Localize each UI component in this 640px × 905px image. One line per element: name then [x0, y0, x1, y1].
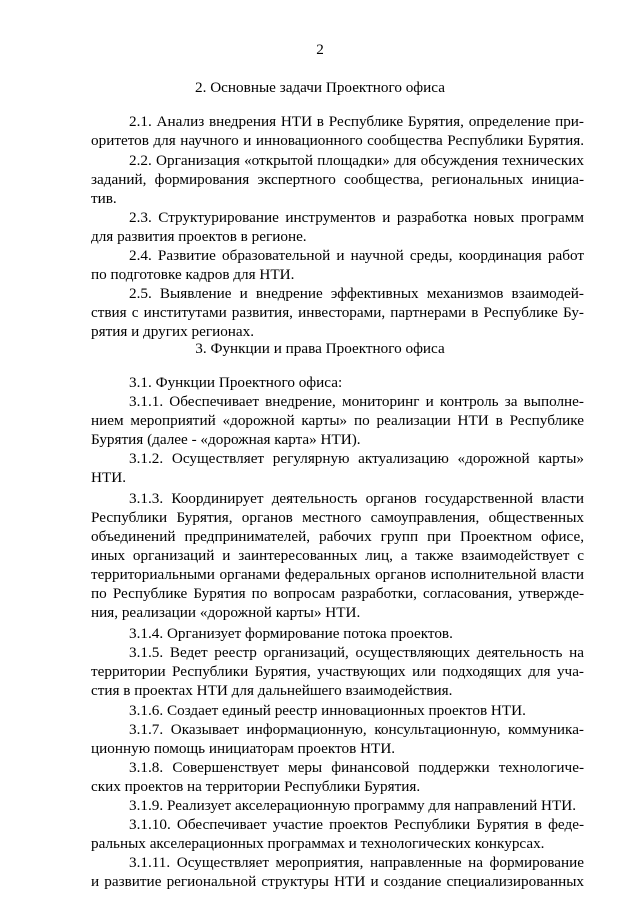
section-2-heading: 2. Основные задачи Проектного офиса [195, 79, 445, 96]
paragraph-line: 2.1. Анализ внедрения НТИ в Республике Бурятия, определение при- [129, 113, 584, 130]
paragraph-line: НТИ. [91, 469, 127, 486]
subsection-heading: 3.1. Функции Проектного офиса: [129, 374, 343, 391]
paragraph-line: 3.1.11. Осуществляет мероприятия, направленные на формирование [129, 854, 584, 871]
paragraph-line: заданий, формирования экспертного сообщества, региональных инициа- [91, 171, 584, 188]
paragraph-line: 2.2. Организация «открытой площадки» для обсуждения технических [129, 152, 584, 169]
paragraph-line: 3.1.10. Обеспечивает участие проектов Республики Бурятия в феде- [129, 816, 584, 833]
paragraph-line: 3.1.9. Реализует акселерационную программу для направлений НТИ. [129, 797, 577, 814]
paragraph-line: для развития проектов в регионе. [91, 228, 307, 245]
paragraph-line: ральных акселерационных программах и технологических конкурсах. [91, 835, 545, 852]
paragraph-line: нием мероприятий «дорожной карты» по реализации НТИ в Республике [91, 412, 584, 429]
section-3-heading: 3. Функции и права Проектного офиса [195, 340, 445, 357]
paragraph-line: ния, реализации «дорожной карты» НТИ. [91, 604, 361, 621]
paragraph-line: оритетов для научного и инновационного сообщества Республики Бурятия. [91, 132, 584, 149]
paragraph-line: 3.1.6. Создает единый реестр инновационных проектов НТИ. [129, 702, 526, 719]
paragraph-line: ских проектов на территории Республики Бурятия. [91, 778, 421, 795]
paragraph-line: тив. [91, 190, 117, 207]
paragraph-line: 3.1.1. Обеспечивает внедрение, мониторинг и контроль за выполне- [129, 393, 584, 410]
paragraph-line: иных организаций и заинтересованных лиц, а также взаимодействует с [91, 547, 584, 564]
paragraph-line: Республики Бурятия, органов местного самоуправления, общественных [91, 509, 584, 526]
paragraph-line: 3.1.5. Ведет реестр организаций, осуществляющих деятельность на [129, 644, 584, 661]
paragraph-line: территории Республики Бурятия, участвующих или подходящих для уча- [91, 663, 584, 680]
paragraph-line: 2.4. Развитие образовательной и научной среды, координация работ [129, 247, 584, 264]
paragraph-line: 3.1.3. Координирует деятельность органов государственной власти [129, 490, 584, 507]
paragraph-line: 3.1.2. Осуществляет регулярную актуализацию «дорожной карты» [129, 450, 584, 467]
paragraph-line: рятия и других регионах. [91, 323, 255, 340]
paragraph-line: и развитие региональной структуры НТИ и создание специализированных [91, 873, 584, 890]
paragraph-line: 3.1.4. Организует формирование потока проектов. [129, 625, 453, 642]
paragraph-line: Бурятия (далее - «дорожная карта» НТИ). [91, 431, 361, 448]
paragraph-line: по подготовке кадров для НТИ. [91, 266, 295, 283]
page-number: 2 [316, 41, 324, 58]
paragraph-line: 3.1.7. Оказывает информационную, консультационную, коммуника- [129, 721, 584, 738]
paragraph-line: территориальными органами федеральных органов исполнительной власти [91, 566, 584, 583]
paragraph-line: объединений предпринимателей, рабочих групп при Проектном офисе, [91, 528, 584, 545]
paragraph-line: 2.3. Структурирование инструментов и разработка новых программ [129, 209, 584, 226]
paragraph-line: 2.5. Выявление и внедрение эффективных механизмов взаимодей- [129, 285, 584, 302]
paragraph-line: ствия с институтами развития, инвесторами, партнерами в Республике Бу- [91, 304, 584, 321]
paragraph-line: по Республике Бурятия по вопросам разработки, согласования, утвержде- [91, 585, 584, 602]
paragraph-line: 3.1.8. Совершенствует меры финансовой поддержки технологиче- [129, 759, 584, 776]
paragraph-line: стия в проектах НТИ для дальнейшего взаимодействия. [91, 682, 453, 699]
paragraph-line: ционную помощь инициаторам проектов НТИ. [91, 740, 396, 757]
